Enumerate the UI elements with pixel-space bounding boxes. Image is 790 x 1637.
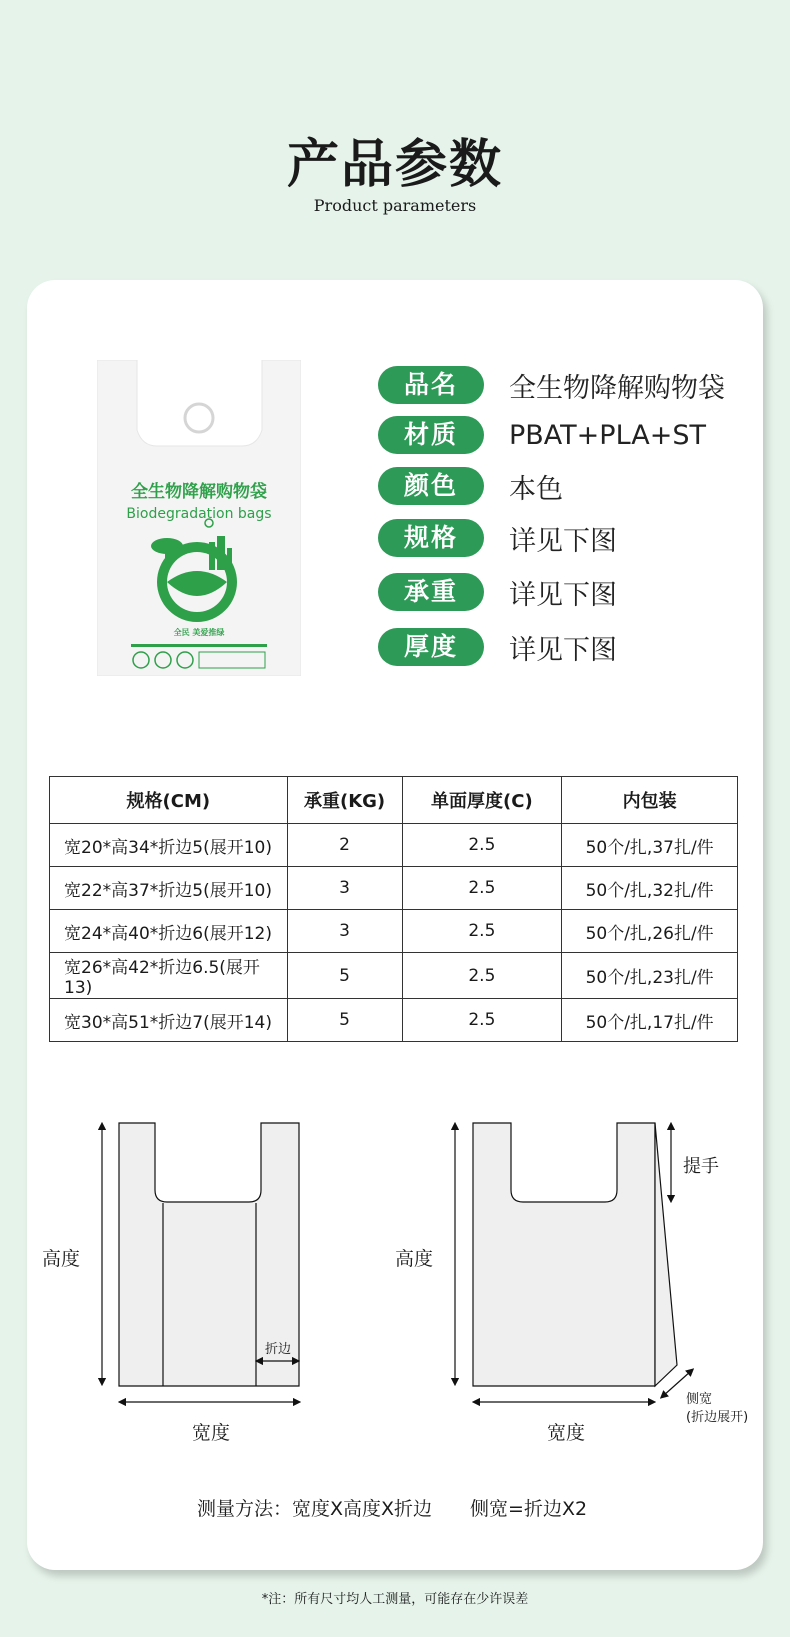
left-height-label: 高度: [42, 1248, 81, 1270]
table-cell: 宽20*高34*折边5(展开10): [50, 824, 288, 867]
table-header: 承重(KG): [287, 777, 402, 824]
side-bag-outline: [455, 1123, 691, 1402]
spec-table: [49, 776, 738, 1042]
table-cell: 2.5: [402, 999, 562, 1042]
table-cell: 宽30*高51*折边7(展开14): [50, 999, 288, 1042]
table-row: [50, 867, 738, 910]
table-cell: 50个/扎,23扎/件: [562, 953, 738, 999]
table-header-row: [50, 777, 738, 824]
param-row-name: [378, 366, 725, 404]
table-cell: 5: [287, 953, 402, 999]
method-formula: 测量方法：宽度X高度X折边: [197, 1498, 433, 1520]
page-title: 产品参数: [286, 135, 503, 195]
table-cell: 5: [287, 999, 402, 1042]
table-row: [50, 953, 738, 999]
method-side-width: 侧宽=折边X2: [470, 1498, 588, 1520]
table-cell: 宽24*高40*折边6(展开12): [50, 910, 288, 953]
table-cell: 2.5: [402, 910, 562, 953]
table-cell: 3: [287, 867, 402, 910]
left-width-label: 宽度: [192, 1422, 231, 1444]
table-cell: 2.5: [402, 953, 562, 999]
param-label: 颜色: [378, 467, 484, 505]
side-width-note: (折边展开): [686, 1410, 749, 1425]
param-label: 材质: [378, 416, 484, 454]
table-cell: 50个/扎,17扎/件: [562, 999, 738, 1042]
param-label: 品名: [378, 366, 484, 404]
table-cell: 50个/扎,26扎/件: [562, 910, 738, 953]
bag-title-en: Biodegradation bags: [126, 506, 272, 522]
table-header: 单面厚度(C): [402, 777, 562, 824]
param-row-thickness: [378, 628, 617, 666]
param-row-material: [378, 416, 706, 454]
fold-label: 折边: [265, 1342, 292, 1357]
bag-product-image: [97, 360, 301, 676]
handle-label: 提手: [683, 1156, 719, 1177]
table-cell: 2.5: [402, 867, 562, 910]
footnote: *注：所有尺寸均人工测量，可能存在少许误差: [261, 1592, 529, 1607]
table-header: 内包装: [562, 777, 738, 824]
param-value: 详见下图: [509, 525, 617, 557]
param-row-spec: [378, 519, 617, 557]
front-bag-outline: [102, 1123, 299, 1402]
param-value: 全生物降解购物袋: [509, 372, 725, 404]
right-width-label: 宽度: [547, 1422, 586, 1444]
table-header: 规格(CM): [50, 777, 288, 824]
param-row-color: [378, 467, 563, 505]
side-width-label: 侧宽: [686, 1392, 713, 1407]
measurement-method: [197, 1494, 587, 1521]
param-value: 详见下图: [509, 634, 617, 666]
bag-slogan: 全民 美爱推绿: [173, 628, 225, 637]
param-row-load: [378, 573, 617, 611]
table-cell: 宽22*高37*折边5(展开10): [50, 867, 288, 910]
param-label: 厚度: [378, 628, 484, 666]
table-cell: 宽26*高42*折边6.5(展开13): [50, 953, 288, 999]
param-label: 承重: [378, 573, 484, 611]
table-row: [50, 910, 738, 953]
param-label: 规格: [378, 519, 484, 557]
bag-title-cn: 全生物降解购物袋: [131, 482, 267, 502]
param-value: 本色: [509, 473, 563, 505]
param-value: PBAT+PLA+ST: [509, 419, 706, 451]
table-cell: 50个/扎,37扎/件: [562, 824, 738, 867]
param-value: 详见下图: [509, 579, 617, 611]
page-subtitle: Product parameters: [313, 196, 477, 215]
table-row: [50, 999, 738, 1042]
table-cell: 3: [287, 910, 402, 953]
bag-dimension-diagram: [27, 1110, 763, 1440]
table-cell: 2.5: [402, 824, 562, 867]
table-cell: 2: [287, 824, 402, 867]
right-height-label: 高度: [395, 1248, 434, 1270]
table-row: [50, 824, 738, 867]
table-cell: 50个/扎,32扎/件: [562, 867, 738, 910]
